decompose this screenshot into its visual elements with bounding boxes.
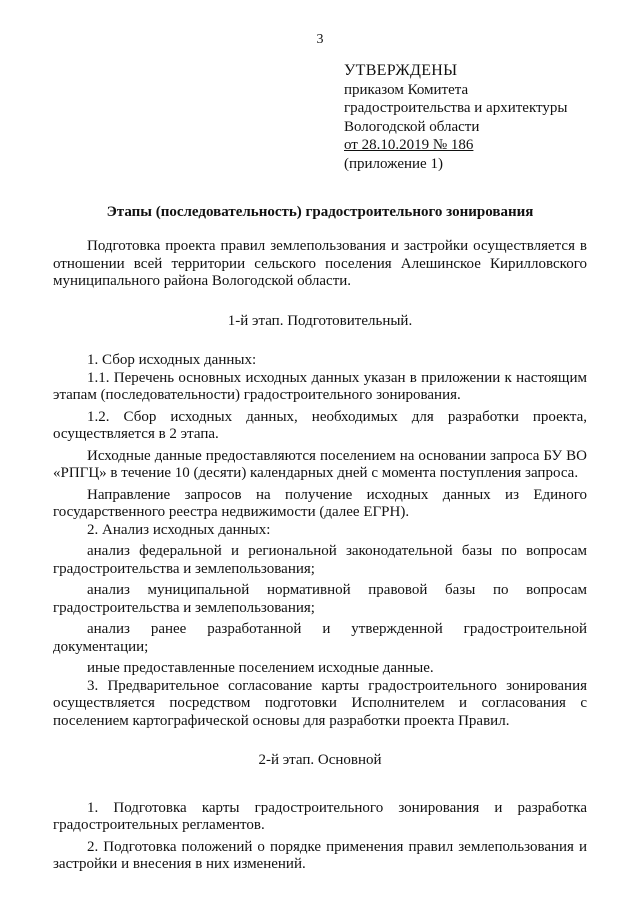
approval-line: Вологодской области — [344, 118, 480, 135]
approval-appendix: (приложение 1) — [344, 155, 443, 172]
approval-date-line: от 28.10.2019 № 186 — [344, 137, 474, 153]
paragraph: 2. Подготовка положений о порядке применения правил землепользования и застройки и внесения в них изменений. — [53, 838, 587, 872]
paragraph: Направление запросов на получение исходных данных из Единого государственного реестра недвижимости (далее ЕГРН). — [53, 486, 587, 520]
paragraph: Исходные данные предоставляются поселением на основании запроса БУ ВО «РПГЦ» в течение 10 (десяти) календарных дней с момента поступления запроса. — [53, 447, 587, 481]
approval-stamp — [344, 62, 567, 173]
paragraph: 2. Анализ исходных данных: — [87, 521, 271, 538]
paragraph: 1.1. Перечень основных исходных данных указан в приложении к настоящим этапам (последовательности) градостроительного зонирования. — [53, 369, 587, 403]
paragraph: 3. Предварительное согласование карты градостроительного зонирования осуществляется посредством подготовки Исполнителем и согласования с поселением картографической основы для разработки проекта Правил. — [53, 677, 587, 729]
list-item: иные предоставленные поселением исходные данные. — [87, 660, 434, 676]
list-item: анализ муниципальной нормативной правовой базы по вопросам градостроительства и землепользования; — [53, 582, 587, 616]
document-body — [53, 238, 587, 874]
page-number: 3 — [316, 32, 324, 47]
paragraph: 1. Подготовка карты градостроительного зонирования и разработка градостроительных регламентов. — [53, 799, 587, 833]
list-item: анализ ранее разработанной и утвержденной градостроительной документации; — [53, 621, 587, 655]
stage2-heading: 2-й этап. Основной — [258, 752, 382, 768]
document-title: Этапы (последовательность) градостроительного зонирования — [106, 204, 534, 220]
approval-line: приказом Комитета — [344, 81, 469, 98]
paragraph: 1. Сбор исходных данных: — [87, 352, 257, 368]
paragraph: 1.2. Сбор исходных данных, необходимых для разработки проекта, осуществляется в 2 этапа. — [53, 408, 587, 442]
approval-line: градостроительства и архитектуры — [344, 100, 568, 116]
intro-paragraph: Подготовка проекта правил землепользования и застройки осуществляется в отношении всей территории сельского поселения Алешинское Кирилловского муниципального района Вологодской области. — [53, 238, 587, 289]
approval-heading: УТВЕРЖДЕНЫ — [344, 62, 458, 79]
stage1-heading: 1-й этап. Подготовительный. — [227, 312, 413, 329]
list-item: анализ федеральной и региональной законодательной базы по вопросам градостроительства и землепользования; — [53, 543, 587, 577]
